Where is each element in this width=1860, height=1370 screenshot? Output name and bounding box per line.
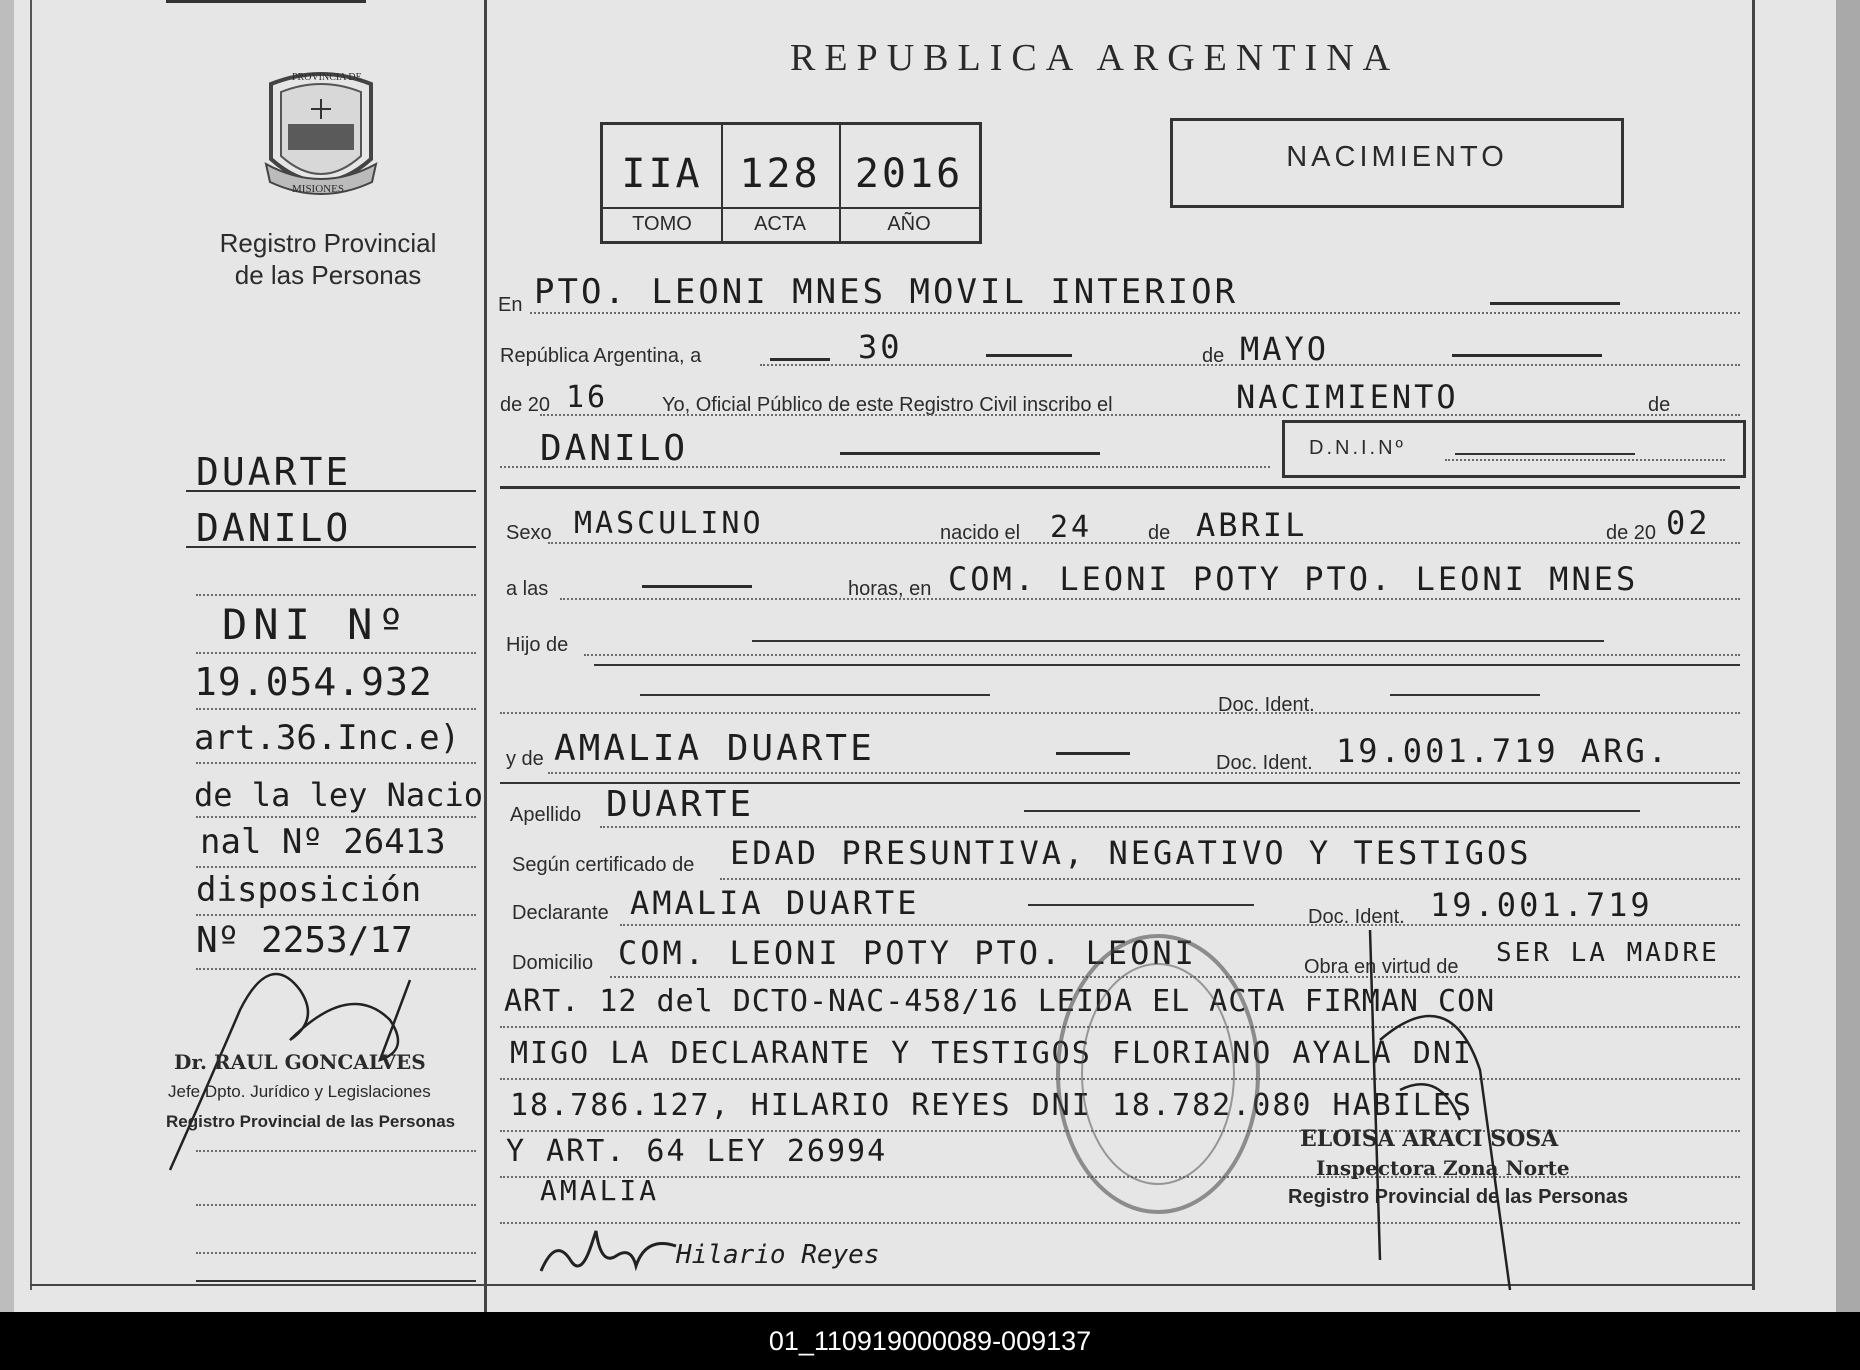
month-dash bbox=[1452, 354, 1602, 357]
year-prefix-label: de 20 bbox=[500, 394, 551, 416]
name-dash bbox=[840, 452, 1100, 455]
horas-label: horas, en bbox=[848, 578, 932, 600]
margin-signer-office: Registro Provincial de las Personas bbox=[166, 1112, 456, 1131]
form-right-border bbox=[1752, 0, 1755, 1290]
page-left-border bbox=[30, 0, 32, 1290]
father-doc-dash-2 bbox=[1390, 694, 1540, 696]
margin-dot-11 bbox=[196, 1252, 476, 1254]
segun-label: Según certificado de bbox=[512, 854, 695, 876]
witness-signature-icon bbox=[536, 1216, 686, 1286]
dni-label: D.N.I.Nº bbox=[1309, 437, 1406, 459]
hijo-label: Hijo de bbox=[506, 634, 569, 656]
body-line-2: MIGO LA DECLARANTE Y TESTIGOS FLORIANO AYALA DNI bbox=[510, 1036, 1473, 1071]
a-las-label: a las bbox=[506, 578, 549, 600]
certificado-value: EDAD PRESUNTIVA, NEGATIVO Y TESTIGOS bbox=[730, 834, 1532, 872]
anio-label: AÑO bbox=[887, 213, 931, 235]
margin-surname: DUARTE bbox=[196, 450, 352, 494]
dni-line bbox=[1445, 459, 1725, 461]
oficial-line bbox=[540, 414, 1740, 416]
domicilio-value: COM. LEONI POTY PTO. LEONI bbox=[618, 934, 1197, 972]
page-left-edge bbox=[0, 0, 14, 1312]
nacido-label: nacido el bbox=[940, 522, 1021, 544]
day-dash-1 bbox=[770, 358, 830, 361]
sexo-label: Sexo bbox=[506, 522, 552, 544]
registry-name-line2: de las Personas bbox=[234, 260, 422, 290]
seal-text-bottom: MISIONES bbox=[292, 183, 344, 195]
margin-dot-1 bbox=[196, 594, 476, 596]
act-type-value: NACIMIENTO bbox=[1236, 378, 1459, 416]
declarante-label: Declarante bbox=[512, 902, 609, 924]
declarante-doc-value: 19.001.719 bbox=[1430, 886, 1653, 924]
en-value: PTO. LEONI MNES MOVIL INTERIOR bbox=[534, 272, 1239, 312]
father-dash bbox=[752, 640, 1604, 642]
birth-month-value: ABRIL bbox=[1196, 506, 1308, 544]
body-line-1: ART. 12 del DCTO-NAC-458/16 LEIDA EL ACTA FIRMAN CON bbox=[504, 984, 1496, 1019]
margin-note-2: 19.054.932 bbox=[194, 660, 433, 704]
margin-rule-2 bbox=[186, 546, 476, 548]
en-line bbox=[530, 312, 1740, 314]
declarante-dash bbox=[1028, 904, 1254, 906]
record-label-rule bbox=[603, 207, 979, 209]
officer-office: Registro Provincial de las Personas bbox=[1288, 1186, 1629, 1208]
birth-day-value: 24 bbox=[1050, 510, 1093, 545]
birth-year-prefix-label: de 20 bbox=[1606, 522, 1657, 544]
father-doc-line bbox=[500, 712, 1740, 714]
margin-note-6: disposición bbox=[196, 870, 422, 910]
day-dash-2 bbox=[986, 354, 1072, 357]
mother-value: AMALIA DUARTE bbox=[554, 728, 875, 769]
en-dash bbox=[1490, 302, 1620, 305]
margin-signer-role: Jefe Dpto. Jurídico y Legislaciones bbox=[168, 1082, 431, 1101]
act-type-box bbox=[1170, 118, 1624, 208]
section-rule-2 bbox=[594, 664, 1740, 666]
name-line bbox=[500, 466, 1270, 468]
segun-line bbox=[720, 878, 1740, 880]
domicilio-label: Domicilio bbox=[512, 952, 594, 974]
margin-note-1: DNI Nº bbox=[222, 600, 410, 649]
a-las-line bbox=[560, 598, 1740, 600]
margin-dot-7 bbox=[196, 914, 476, 916]
day-value: 30 bbox=[858, 328, 903, 366]
margin-signer-name: Dr. RAUL GONCALVES bbox=[174, 1050, 426, 1074]
seal-text-top: PROVINCIA DE bbox=[292, 72, 362, 83]
de-label-end: de bbox=[1648, 394, 1671, 416]
apellido-label: Apellido bbox=[510, 804, 582, 826]
margin-note-5: nal Nº 26413 bbox=[200, 822, 446, 862]
form-top-rule bbox=[166, 0, 366, 3]
dni-dash bbox=[1455, 453, 1635, 455]
declarante-value: AMALIA DUARTE bbox=[630, 884, 920, 922]
margin-dot-5 bbox=[196, 816, 476, 818]
oficial-text: Yo, Oficial Público de este Registro Civil inscribo el bbox=[662, 394, 1113, 416]
record-number-box bbox=[600, 122, 982, 244]
mother-dash bbox=[1056, 752, 1130, 755]
father-doc-label: Doc. Ident. bbox=[1218, 694, 1315, 716]
margin-rule-1 bbox=[186, 490, 476, 492]
en-label: En bbox=[498, 294, 523, 316]
tomo-label: TOMO bbox=[632, 213, 692, 235]
y-de-label: y de bbox=[506, 748, 544, 770]
month-value: MAYO bbox=[1240, 330, 1330, 368]
margin-dot-6 bbox=[196, 866, 476, 868]
act-type-label: NACIMIENTO bbox=[1286, 141, 1508, 173]
officer-signature-icon bbox=[1340, 920, 1560, 1290]
section-rule bbox=[500, 486, 1740, 489]
signature-line-1: AMALIA bbox=[540, 1174, 660, 1207]
republica-line bbox=[760, 364, 1740, 366]
officer-role: Inspectora Zona Norte bbox=[1316, 1156, 1570, 1180]
margin-note-4: de la ley Nacio bbox=[194, 776, 483, 814]
hour-dash bbox=[642, 585, 752, 588]
birth-year-suffix-value: 02 bbox=[1666, 504, 1711, 542]
month-de-label: de bbox=[1202, 345, 1225, 367]
acta-value: 128 bbox=[739, 151, 821, 197]
apellido-dash bbox=[1024, 810, 1640, 812]
sexo-line bbox=[548, 542, 1740, 544]
margin-dot-4 bbox=[196, 762, 476, 764]
dni-box bbox=[1282, 420, 1746, 478]
mother-doc-label: Doc. Ident. bbox=[1216, 752, 1313, 774]
mother-line bbox=[548, 772, 1740, 774]
person-name-value: DANILO bbox=[540, 428, 689, 469]
image-id-footer: 01_110919000089-009137 bbox=[0, 1312, 1860, 1370]
mother-doc-value: 19.001.719 ARG. bbox=[1336, 732, 1670, 770]
page-title: REPUBLICA ARGENTINA bbox=[790, 37, 1400, 79]
acta-label: ACTA bbox=[754, 213, 806, 235]
declarante-doc-label: Doc. Ident. bbox=[1308, 906, 1405, 928]
tomo-value: IIA bbox=[621, 151, 703, 197]
apellido-value: DUARTE bbox=[606, 784, 755, 825]
registry-name-line1: Registro Provincial bbox=[219, 228, 437, 258]
margin-rule-bottom bbox=[196, 1280, 476, 1282]
margin-dot-10 bbox=[196, 1204, 476, 1206]
officer-name: ELOISA ARACI SOSA bbox=[1300, 1126, 1559, 1152]
anio-value: 2016 bbox=[854, 151, 964, 197]
margin-note-3: art.36.Inc.e) bbox=[194, 718, 461, 758]
father-doc-dash-1 bbox=[640, 694, 990, 696]
birth-place-value: COM. LEONI POTY PTO. LEONI MNES bbox=[948, 560, 1639, 598]
obra-label: Obra en virtud de bbox=[1304, 956, 1459, 978]
body-line-4: Y ART. 64 LEY 26994 bbox=[506, 1134, 888, 1169]
margin-dot-3 bbox=[196, 708, 476, 710]
margin-given-name: DANILO bbox=[196, 506, 352, 550]
official-seal-stamp-icon bbox=[1048, 924, 1268, 1224]
signature-line-2: Hilario Reyes bbox=[676, 1240, 880, 1270]
birth-de-label: de bbox=[1148, 522, 1171, 544]
obra-value: SER LA MADRE bbox=[1496, 938, 1720, 968]
margin-dot-9 bbox=[196, 1150, 476, 1152]
republica-label: República Argentina, a bbox=[500, 345, 702, 367]
sexo-value: MASCULINO bbox=[574, 506, 764, 541]
page-right-edge bbox=[1836, 0, 1860, 1312]
apellido-line bbox=[600, 826, 1740, 828]
body-line-3: 18.786.127, HILARIO REYES DNI 18.782.080 HABILES bbox=[510, 1088, 1473, 1123]
margin-note-7: Nº 2253/17 bbox=[196, 920, 413, 961]
hijo-line bbox=[584, 654, 1740, 656]
year-suffix-value: 16 bbox=[566, 380, 609, 415]
margin-dot-2 bbox=[196, 652, 476, 654]
column-divider bbox=[484, 0, 487, 1312]
